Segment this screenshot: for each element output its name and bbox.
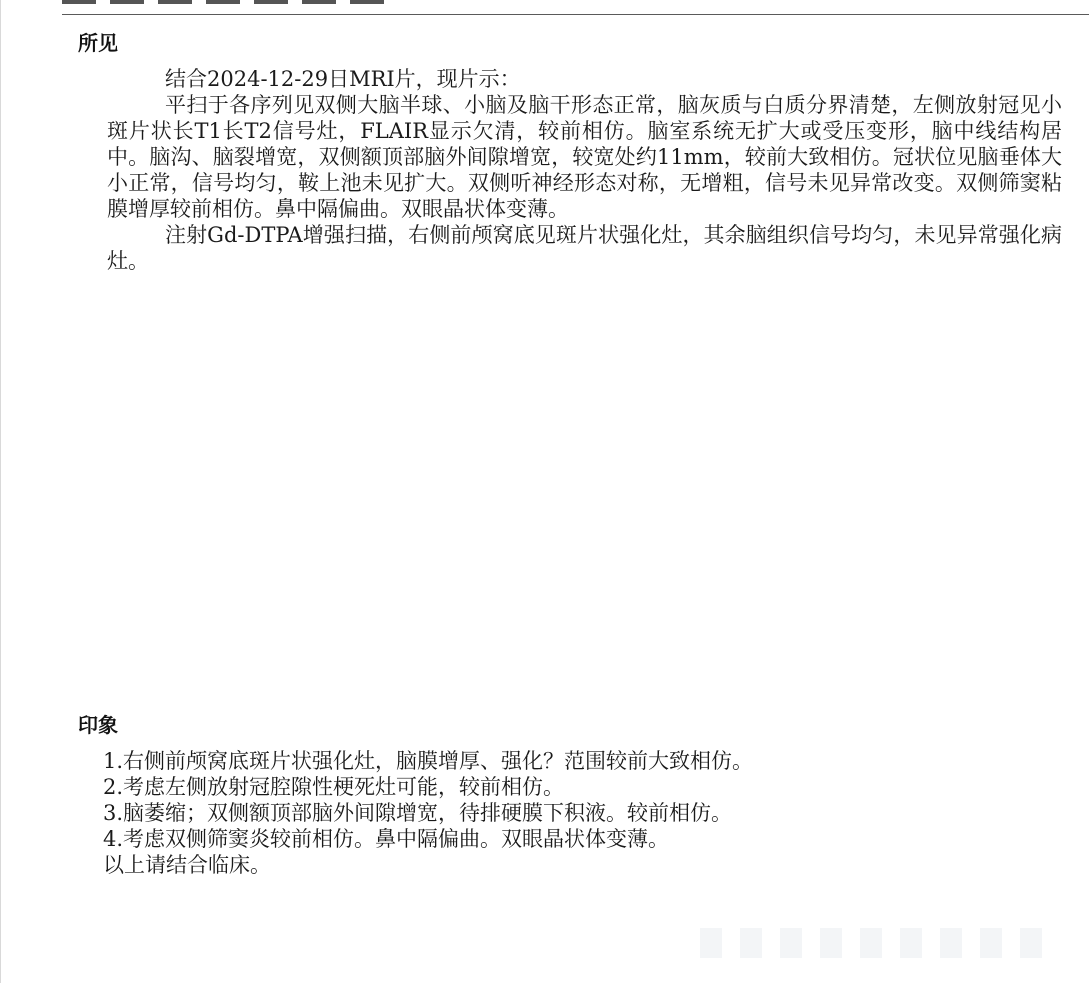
page-left-border (0, 0, 1, 983)
impression-item: 2.考虑左侧放射冠腔隙性梗死灶可能，较前相仿。 (103, 775, 565, 799)
findings-enhanced-scan: 注射Gd-DTPA增强扫描，右侧前颅窝底见斑片状强化灶，其余脑组织信号均匀，未见异常强化病灶。 (107, 223, 1062, 273)
header-divider (62, 14, 1089, 15)
impression-heading: 印象 (78, 713, 118, 737)
impression-item: 3.脑萎缩；双侧额顶部脑外间隙增宽，待排硬膜下积液。较前相仿。 (103, 801, 733, 825)
impression-section (103, 748, 1043, 878)
findings-intro: 结合2024-12-29日MRI片，现片示： (165, 67, 521, 91)
clipped-header-text (62, 0, 392, 4)
findings-section (107, 66, 1062, 274)
findings-heading: 所见 (78, 31, 118, 55)
findings-plain-scan: 平扫于各序列见双侧大脑半球、小脑及脑干形态正常，脑灰质与白质分界清楚，左侧放射冠见小斑片状长T1长T2信号灶，FLAIR显示欠清，较前相仿。脑室系统无扩大或受压变形，脑中线结构居中。脑沟、脑裂增宽，双侧额顶部脑外间隙增宽，较宽处约11mm，较前大致相仿。冠状位见脑垂体大小正常，信号均匀，鞍上池未见扩大。双侧听神经形态对称，无增粗，信号未见异常改变。双侧筛窦粘膜增厚较前相仿。鼻中隔偏曲。双眼晶状体变薄。 (107, 93, 1062, 221)
faint-watermark (700, 928, 1060, 958)
impression-item: 1.右侧前颅窝底斑片状强化灶，脑膜增厚、强化？范围较前大致相仿。 (103, 749, 754, 773)
impression-footer: 以上请结合临床。 (103, 853, 271, 877)
impression-item: 4.考虑双侧筛窦炎较前相仿。鼻中隔偏曲。双眼晶状体变薄。 (103, 827, 670, 851)
